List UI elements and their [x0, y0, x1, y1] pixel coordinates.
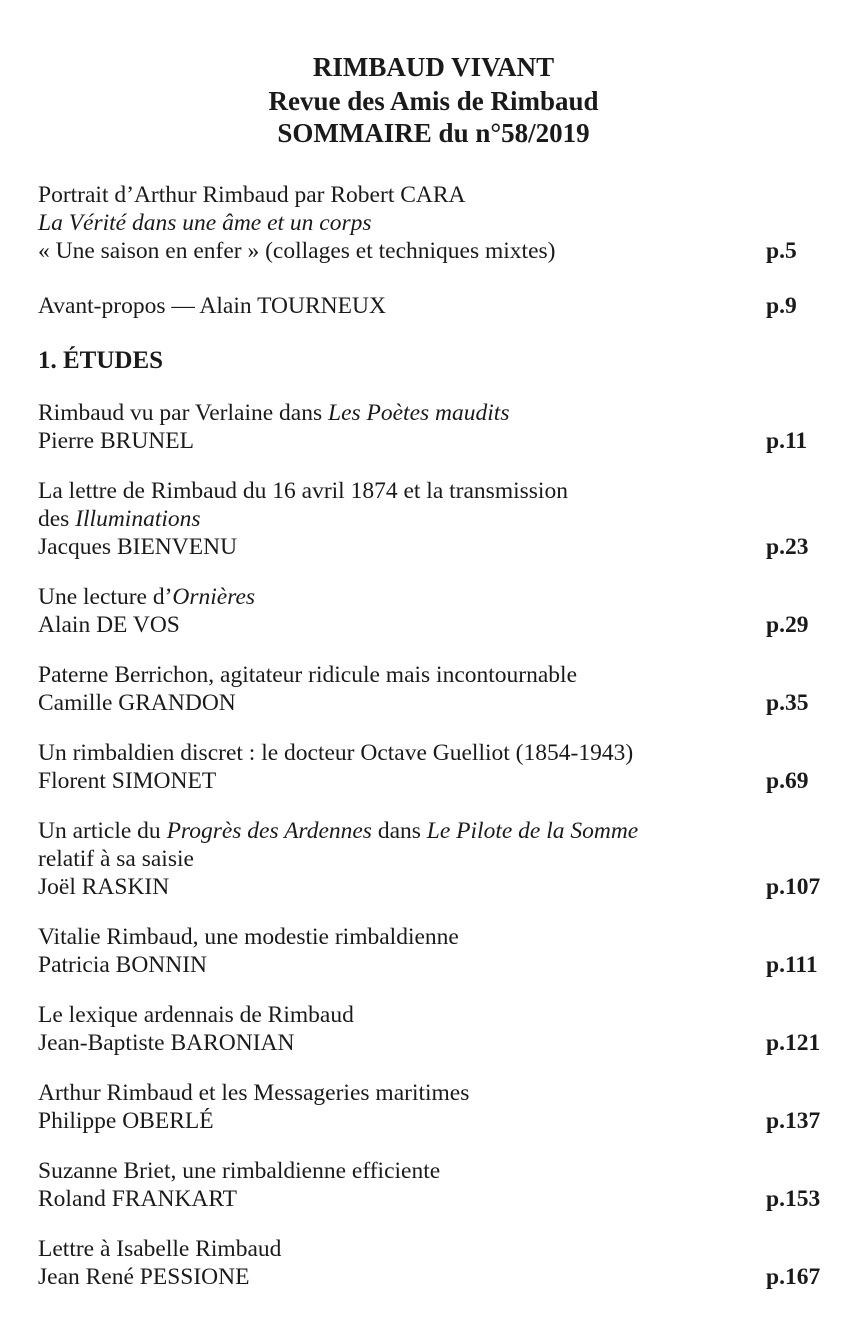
page-number: p.153 — [766, 1186, 821, 1212]
entry-author: Jacques BIENVENU — [38, 534, 238, 560]
entry-title: La lettre de Rimbaud du 16 avril 1874 et la transmission — [38, 478, 568, 504]
entry-author: Florent SIMONET — [38, 768, 217, 794]
entry-title: Paterne Berrichon, agitateur ridicule mais incontournable — [38, 662, 577, 688]
page-number: p.5 — [766, 238, 797, 264]
page-number: p.29 — [766, 612, 809, 638]
entry-author: Jean René PESSIONE — [38, 1264, 250, 1290]
section-heading: 1. ÉTUDES — [38, 347, 164, 374]
entry-title: Un rimbaldien discret : le docteur Octave Guelliot (1854-1943) — [38, 740, 634, 766]
journal-subtitle: Revue des Amis de Rimbaud — [268, 86, 599, 116]
portrait-description: « Une saison en enfer » (collages et techniques mixtes) — [38, 238, 556, 264]
entry-author: Joël RASKIN — [38, 874, 170, 900]
journal-title: RIMBAUD VIVANT — [312, 52, 555, 82]
entry-author: Camille GRANDON — [38, 690, 236, 716]
issue-heading: SOMMAIRE du n°58/2019 — [277, 118, 590, 148]
page-number: p.23 — [766, 534, 809, 560]
page-number: p.35 — [766, 690, 809, 716]
page-number: p.137 — [766, 1108, 821, 1134]
page-number: p.11 — [766, 428, 808, 454]
entry-author: Roland FRANKART — [38, 1186, 238, 1212]
entry-title: Un article du Progrès des Ardennes dans Le Pilote de la Somme — [38, 818, 639, 844]
portrait-title: Portrait d’Arthur Rimbaud par Robert CARA — [38, 182, 466, 208]
entry-author: Jean-Baptiste BARONIAN — [38, 1030, 295, 1056]
entry-title: Lettre à Isabelle Rimbaud — [38, 1236, 282, 1262]
entry-title: Une lecture d’Ornières — [38, 584, 256, 610]
entry-title: Vitalie Rimbaud, une modestie rimbaldienne — [38, 924, 459, 950]
foreword-entry: Avant-propos — Alain TOURNEUX — [38, 293, 386, 319]
entry-title: Arthur Rimbaud et les Messageries maritimes — [38, 1080, 470, 1106]
entry-title: Rimbaud vu par Verlaine dans Les Poètes maudits — [38, 400, 510, 426]
page-number: p.107 — [766, 874, 821, 900]
entry-title: Le lexique ardennais de Rimbaud — [38, 1002, 354, 1028]
page-number: p.121 — [766, 1030, 821, 1056]
entry-title-continued: relatif à sa saisie — [38, 846, 194, 872]
entry-author: Pierre BRUNEL — [38, 428, 194, 454]
entry-title-continued: des Illuminations — [38, 506, 201, 532]
portrait-subtitle: La Vérité dans une âme et un corps — [38, 210, 372, 236]
entry-author: Patricia BONNIN — [38, 952, 208, 978]
page-number: p.167 — [766, 1264, 821, 1290]
page-number: p.69 — [766, 768, 809, 794]
page-number: p.111 — [766, 952, 818, 978]
page-number: p.9 — [766, 293, 797, 319]
entry-author: Philippe OBERLÉ — [38, 1108, 214, 1134]
entry-author: Alain DE VOS — [38, 612, 180, 638]
entry-title: Suzanne Briet, une rimbaldienne efficiente — [38, 1158, 441, 1184]
